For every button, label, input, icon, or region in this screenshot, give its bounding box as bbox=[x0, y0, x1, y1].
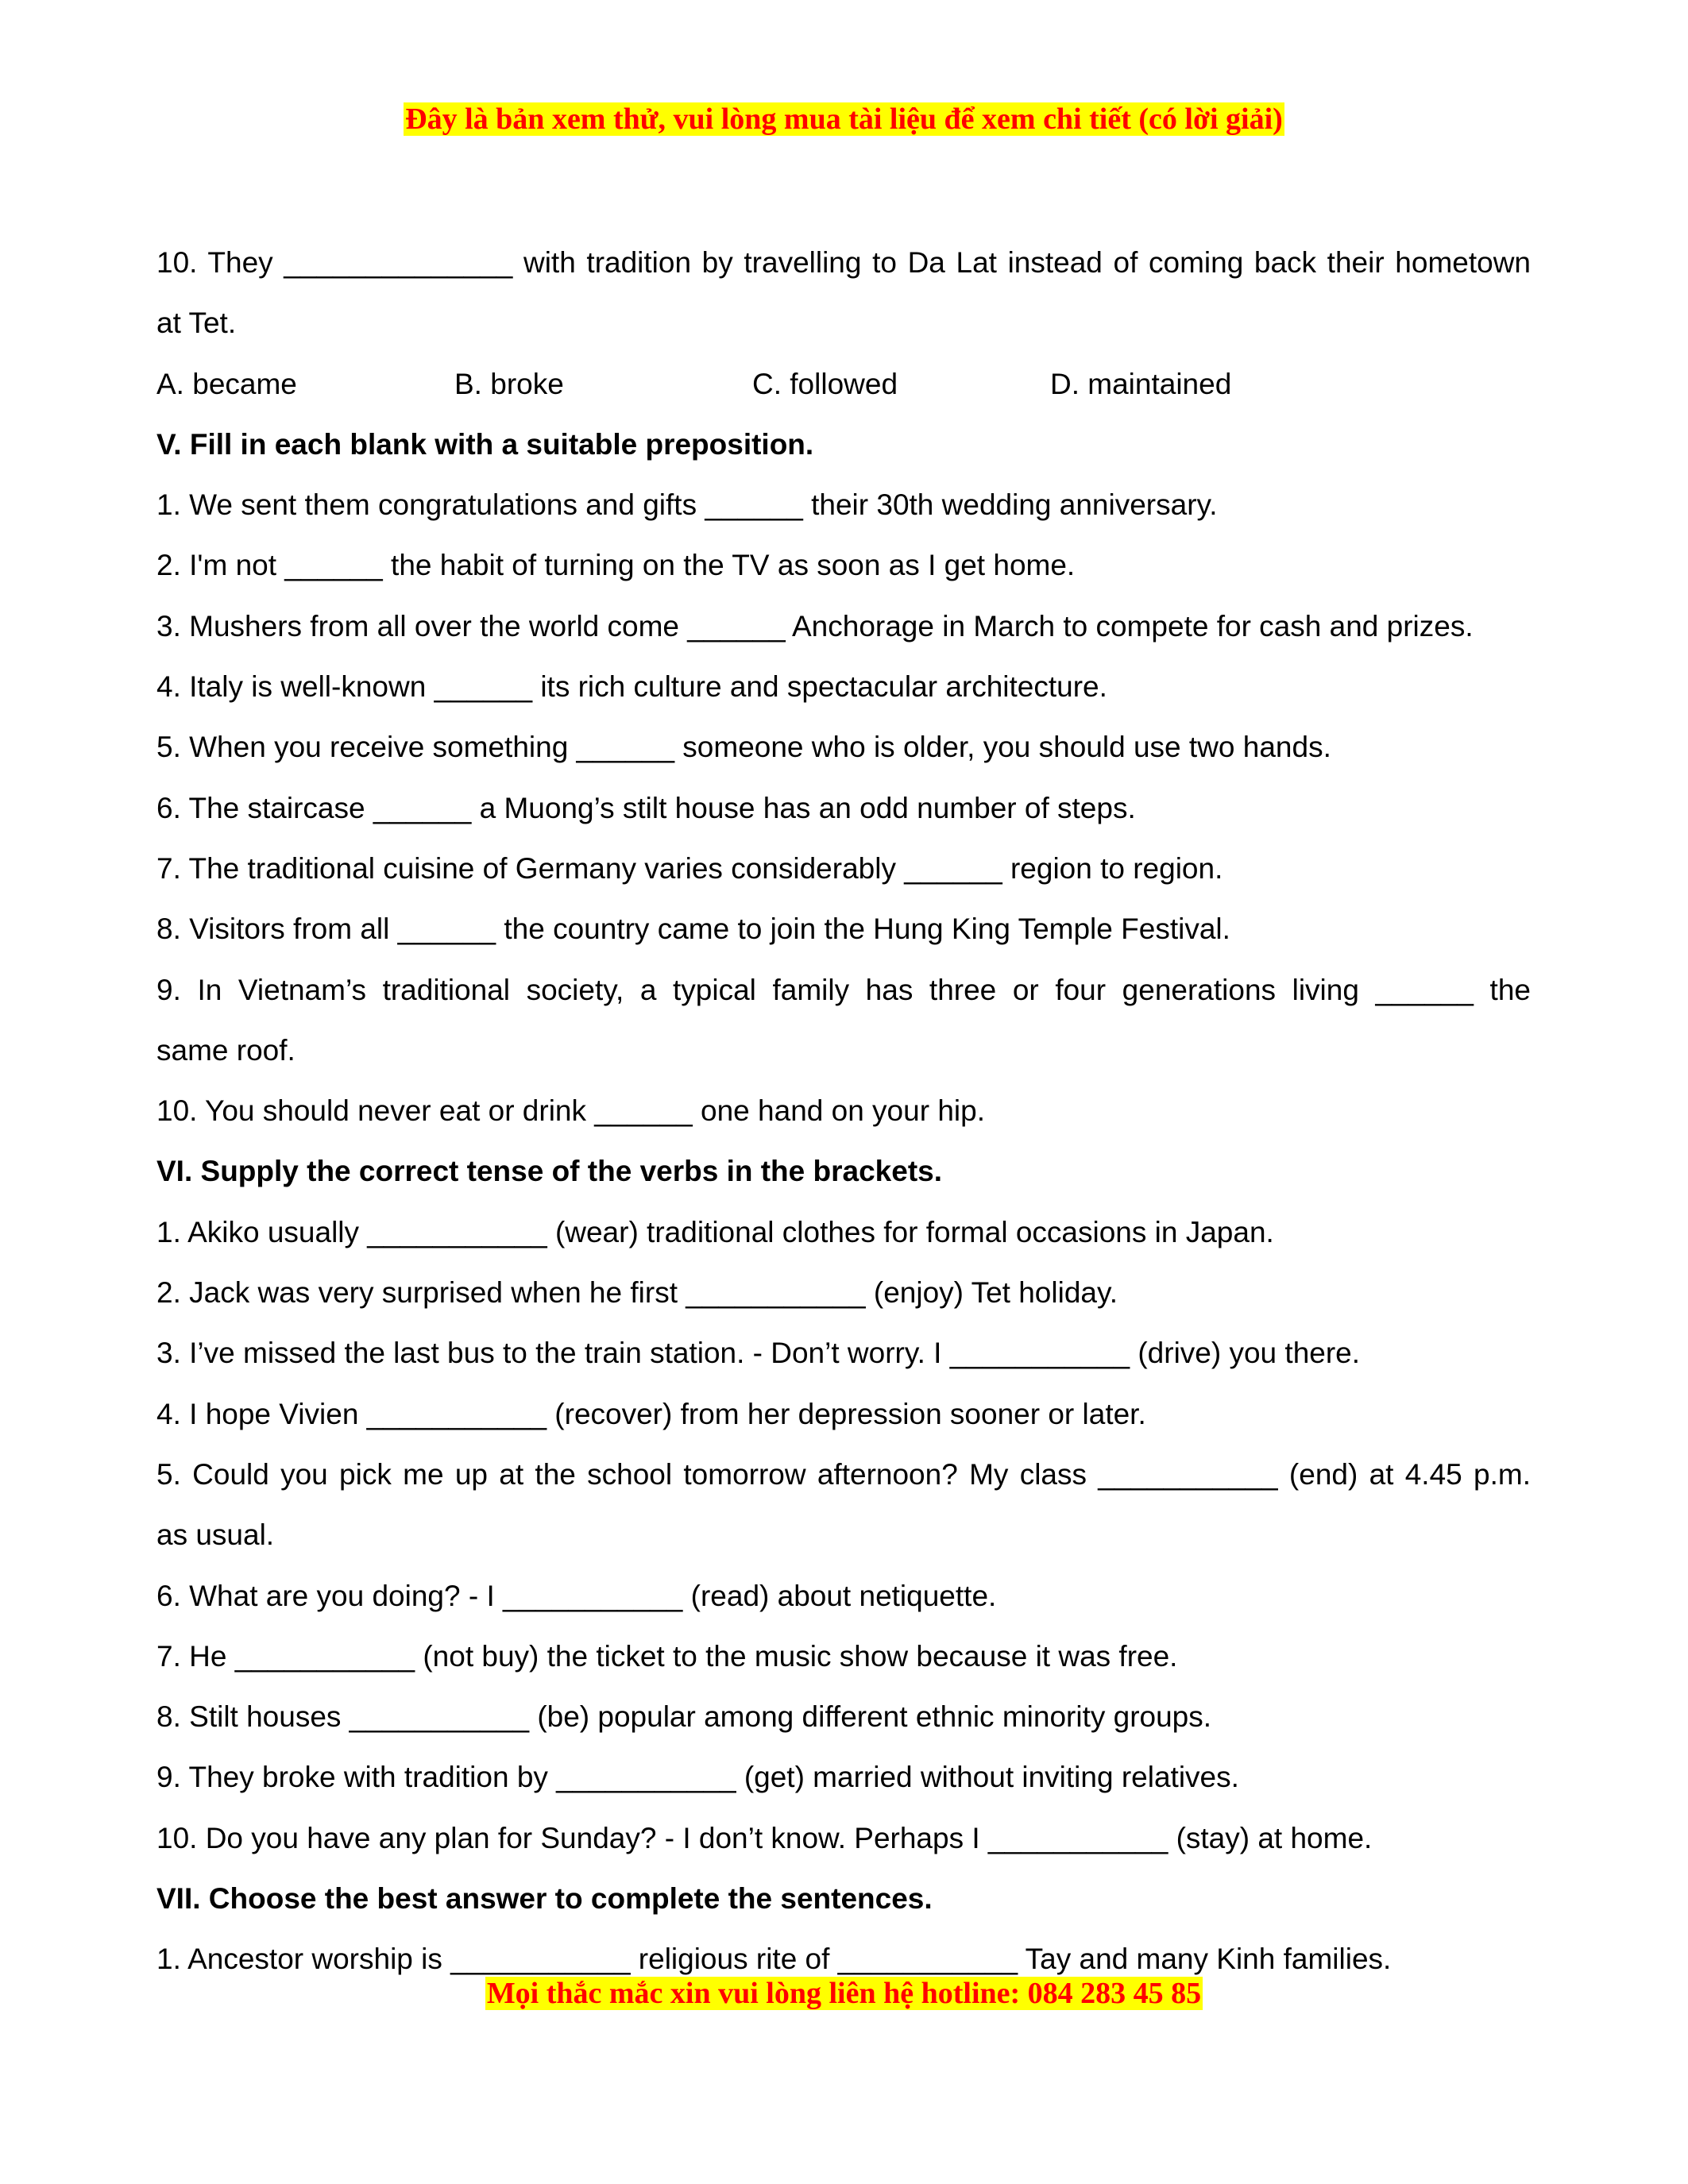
question-line: 2. Jack was very surprised when he first ___________ (enjoy) Tet holiday. bbox=[156, 1276, 1118, 1310]
question-line: 4. Italy is well-known ______ its rich culture and spectacular architecture. bbox=[156, 670, 1107, 704]
question-line: 8. Visitors from all ______ the country came to join the Hung King Temple Festival. bbox=[156, 913, 1230, 946]
question-line: same roof. bbox=[156, 1033, 295, 1067]
question-line: 1. Akiko usually ___________ (wear) traditional clothes for formal occasions in Japan. bbox=[156, 1215, 1274, 1248]
question-line: 6. The staircase ______ a Muong’s stilt house has an odd number of steps. bbox=[156, 791, 1136, 824]
section-heading: VI. Supply the correct tense of the verbs in the brackets. bbox=[156, 1155, 943, 1188]
hotline-banner bbox=[0, 1974, 1688, 2012]
worksheet-body bbox=[156, 233, 1531, 1990]
question-line: 3. I’ve missed the last bus to the train station. - Don’t worry. I ___________ (drive) you there. bbox=[156, 1337, 1361, 1370]
question-line: 7. The traditional cuisine of Germany varies considerably ______ region to region. bbox=[156, 851, 1223, 885]
option-d: D. maintained bbox=[1050, 367, 1232, 400]
question-line: 10. You should never eat or drink ______ one hand on your hip. bbox=[156, 1094, 985, 1128]
question-line: 4. I hope Vivien ___________ (recover) from her depression sooner or later. bbox=[156, 1397, 1146, 1430]
preview-notice-text: Đây là bản xem thử, vui lòng mua tài liệu để xem chi tiết (có lời giải) bbox=[405, 102, 1283, 136]
question-line: 3. Mushers from all over the world come ______ Anchorage in March to compete for cash and prizes. bbox=[156, 609, 1474, 642]
preview-notice-banner bbox=[0, 100, 1688, 138]
question-line: 1. We sent them congratulations and gifts ______ their 30th wedding anniversary. bbox=[156, 488, 1218, 522]
section-heading: V. Fill in each blank with a suitable preposition. bbox=[156, 427, 814, 461]
answer-options bbox=[156, 354, 1531, 415]
question-line: 9. In Vietnam’s traditional society, a typical family has three or four generations living ______ the bbox=[156, 973, 1531, 1006]
question-line: 8. Stilt houses ___________ (be) popular among different ethnic minority groups. bbox=[156, 1700, 1212, 1734]
option-a: A. became bbox=[156, 367, 297, 400]
question-line: 10. They ______________ with tradition by travelling to Da Lat instead of coming back their hometown bbox=[156, 246, 1531, 279]
option-b: B. broke bbox=[454, 367, 564, 400]
question-line: 10. Do you have any plan for Sunday? - I don’t know. Perhaps I ___________ (stay) at home. bbox=[156, 1821, 1373, 1854]
section-heading: VII. Choose the best answer to complete the sentences. bbox=[156, 1882, 933, 1916]
question-line: 9. They broke with tradition by ___________ (get) married without inviting relatives. bbox=[156, 1761, 1239, 1794]
question-line: 6. What are you doing? - I ___________ (read) about netiquette. bbox=[156, 1579, 997, 1612]
question-line: at Tet. bbox=[156, 307, 237, 340]
question-line: 5. When you receive something ______ someone who is older, you should use two hands. bbox=[156, 731, 1331, 764]
question-line: as usual. bbox=[156, 1518, 275, 1552]
question-line: 2. I'm not ______ the habit of turning on the TV as soon as I get home. bbox=[156, 549, 1076, 582]
option-c: C. followed bbox=[752, 367, 898, 400]
hotline-text: Mọi thắc mắc xin vui lòng liên hệ hotline: 084 283 45 85 bbox=[486, 1977, 1202, 2010]
question-line: 7. He ___________ (not buy) the ticket to the music show because it was free. bbox=[156, 1639, 1178, 1673]
question-line: 1. Ancestor worship is ___________ religious rite of ___________ Tay and many Kinh families. bbox=[156, 1943, 1392, 1976]
question-line: 5. Could you pick me up at the school tomorrow afternoon? My class ___________ (end) at 4.45 p.m. bbox=[156, 1457, 1531, 1491]
